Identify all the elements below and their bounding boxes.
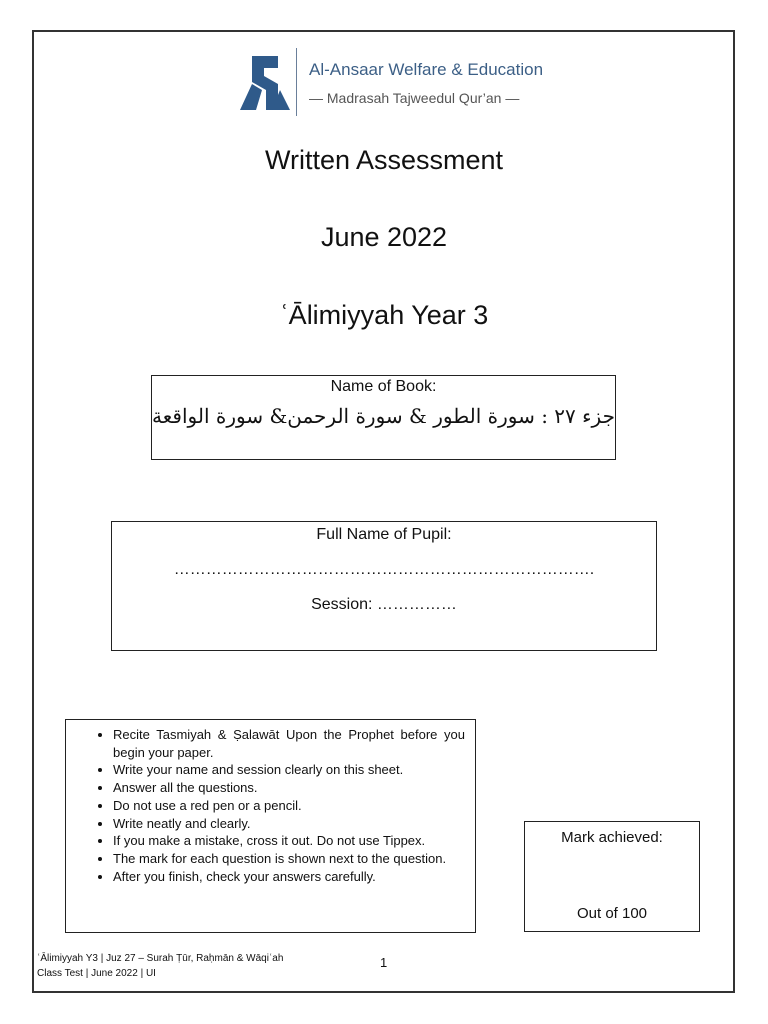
al-ansaar-logo-icon bbox=[238, 54, 292, 112]
footer bbox=[37, 951, 283, 981]
assessment-year: ʿĀlimiyyah Year 3 bbox=[279, 300, 489, 330]
page-number: 1 bbox=[380, 955, 388, 970]
instructions-box bbox=[65, 719, 476, 933]
list-item: • The mark for each question is shown next to the question. bbox=[113, 850, 465, 868]
book-name-box bbox=[151, 375, 616, 460]
session-field[interactable]: Session: …………… bbox=[311, 596, 457, 613]
list-item: • After you finish, check your answers carefully. bbox=[113, 868, 465, 886]
pupil-name-field[interactable]: ……………………………………………………………………. bbox=[173, 561, 595, 578]
list-item: • Write your name and session clearly on this sheet. bbox=[113, 761, 465, 779]
assessment-title: Written Assessment bbox=[264, 145, 504, 175]
list-item: • Do not use a red pen or a pencil. bbox=[113, 797, 465, 815]
list-item: • Recite Tasmiyah & Ṣalawāt Upon the Prophet before you begin your paper. bbox=[113, 726, 465, 761]
list-item: • Answer all the questions. bbox=[113, 779, 465, 797]
logo-divider bbox=[296, 48, 297, 116]
list-item: • Write neatly and clearly. bbox=[113, 815, 465, 833]
list-item: • If you make a mistake, cross it out. Do not use Tippex. bbox=[113, 832, 465, 850]
mark-box bbox=[524, 821, 700, 932]
pupil-name-label: Full Name of Pupil: bbox=[316, 526, 452, 543]
mark-label: Mark achieved: bbox=[561, 829, 663, 846]
footer-line-1: ʿĀlimiyyah Y3 | Juz 27 – Surah Ṭūr, Raḥmān & Wāqiʿah bbox=[37, 953, 284, 964]
book-arabic-title: جزء ٢٧ : سورة الطور & سورة الرحمن& سورة الواقعة bbox=[152, 404, 615, 428]
pupil-details-box bbox=[111, 521, 657, 651]
book-label: Name of Book: bbox=[330, 378, 437, 395]
mark-out-of: Out of 100 bbox=[576, 905, 648, 922]
assessment-date: June 2022 bbox=[320, 222, 448, 252]
header-logo bbox=[238, 48, 544, 118]
org-subtitle: — Madrasah Tajweedul Qur’an — bbox=[309, 90, 520, 106]
instructions-list bbox=[66, 720, 475, 885]
footer-line-2: Class Test | June 2022 | UI bbox=[37, 968, 156, 979]
org-name: Al-Ansaar Welfare & Education bbox=[309, 60, 544, 79]
